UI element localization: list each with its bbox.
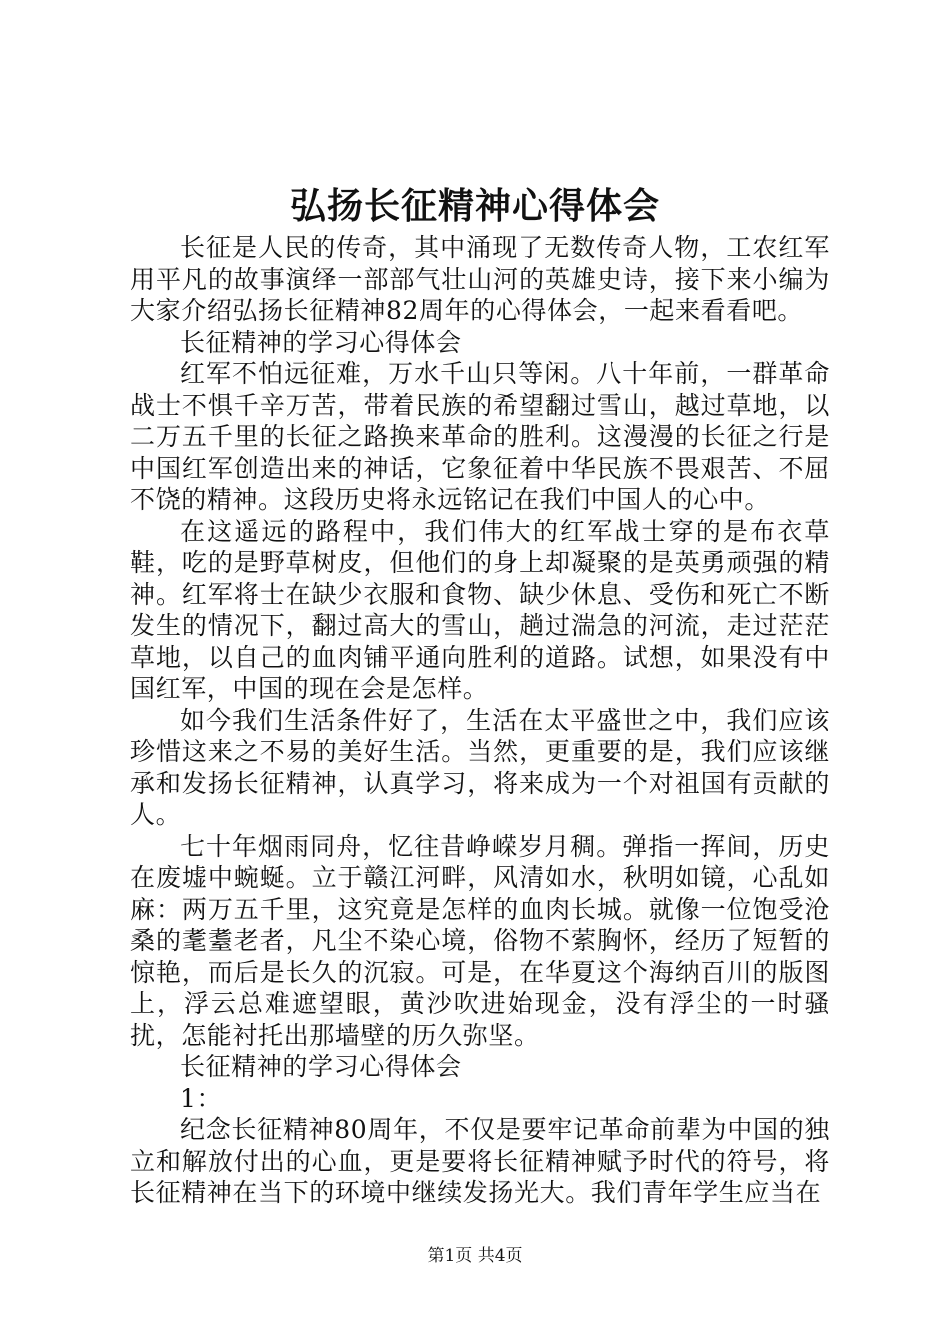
document-title: 弘扬长征精神心得体会 xyxy=(289,185,660,227)
section-heading-1: 长征精神的学习心得体会 xyxy=(180,327,462,357)
paragraph-5: 纪念长征精神80周年，不仅是要牢记革命前辈为中国的独立和解放付出的心血，更是要将长征精神赋予时代的符号，将长征精神在当下的环境中继续发扬光大。我们青年学生应当在 xyxy=(130,1115,830,1207)
paragraph-3: 如今我们生活条件好了，生活在太平盛世之中，我们应该珍惜这来之不易的美好生活。当然，更重要的是，我们应该继承和发扬长征精神，认真学习，将来成为一个对祖国有贡献的人。 xyxy=(130,705,830,829)
section-number: 1： xyxy=(180,1083,223,1113)
paragraph-1: 红军不怕远征难，万水千山只等闲。八十年前，一群革命战士不惧千辛万苦，带着民族的希望翻过雪山，越过草地，以二万五千里的长征之路换来革命的胜利。这漫漫的长征之行是中国红军创造出来的神话，它象征着中华民族不畏艰苦、不屈不饶的精神。这段历史将永远铭记在我们中国人的心中。 xyxy=(130,359,830,514)
paragraph-4: 七十年烟雨同舟，忆往昔峥嵘岁月稠。弹指一挥间，历史在废墟中蜿蜒。立于赣江河畔，风清如水，秋明如镜，心乱如麻：两万五千里，这究竟是怎样的血肉长城。就像一位饱受沧桑的耄耋老者，凡尘不染心境，俗物不萦胸怀，经历了短暂的惊艳，而后是长久的沉寂。可是，在华夏这个海纳百川的版图上，浮云总难遮望眼，黄沙吹进始现金，没有浮尘的一时骚扰，怎能衬托出那墙壁的历久弥坚。 xyxy=(130,831,830,1050)
document-body xyxy=(130,232,830,1209)
section-heading-2: 长征精神的学习心得体会 xyxy=(180,1052,462,1081)
page-footer: 第1页 共4页 xyxy=(427,1246,523,1266)
paragraph-intro: 长征是人民的传奇，其中涌现了无数传奇人物，工农红军用平凡的故事演绎一部部气壮山河的英雄史诗，接下来小编为大家介绍弘扬长征精神82周年的心得体会，一起来看看吧。 xyxy=(130,233,830,325)
paragraph-2: 在这遥远的路程中，我们伟大的红军战士穿的是布衣草鞋，吃的是野草树皮，但他们的身上却凝聚的是英勇顽强的精神。红军将士在缺少衣服和食物、缺少休息、受伤和死亡不断发生的情况下，翻过高大的雪山，趟过湍急的河流，走过茫茫草地，以自己的血肉铺平通向胜利的道路。试想，如果没有中国红军，中国的现在会是怎样。 xyxy=(130,516,830,703)
